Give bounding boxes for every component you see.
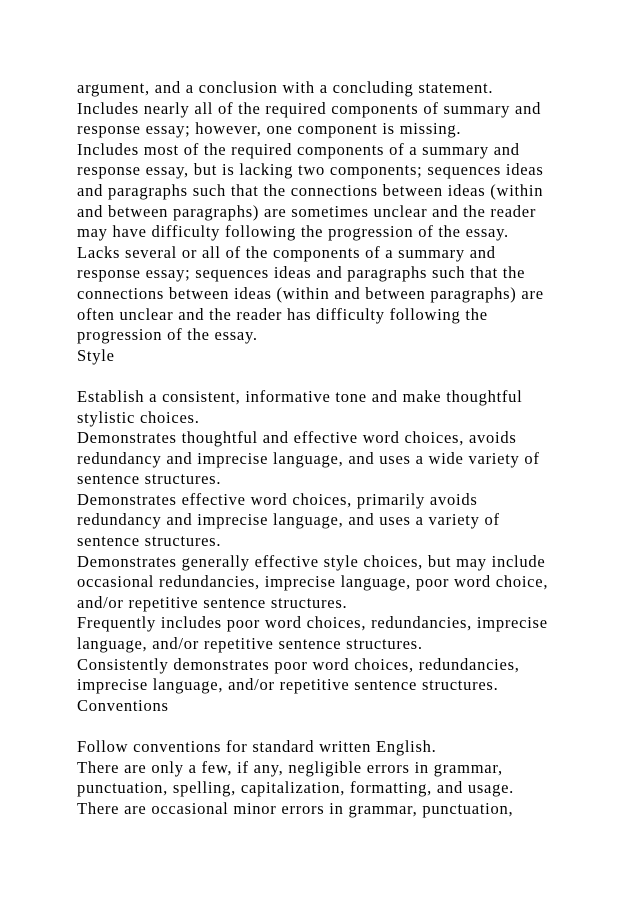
- text-line: Includes most of the required components of a summary and: [77, 139, 520, 159]
- text-line: argument, and a conclusion with a concluding statement.: [77, 78, 494, 97]
- text-line: occasional redundancies, imprecise language, poor word choice,: [77, 572, 549, 592]
- blank-line: [77, 366, 617, 387]
- text-line: Demonstrates thoughtful and effective word choices, avoids: [77, 428, 517, 448]
- text-line: There are only a few, if any, negligible errors in grammar,: [77, 757, 503, 777]
- text-line: redundancy and imprecise language, and uses a wide variety of: [77, 448, 540, 468]
- text-line: often unclear and the reader has difficulty following the: [77, 304, 488, 324]
- text-line: response essay, but is lacking two components; sequences ideas: [77, 160, 544, 180]
- blank-line: [77, 716, 617, 737]
- section-heading-conventions: Conventions: [77, 695, 169, 715]
- text-line: punctuation, spelling, capitalization, formatting, and usage.: [77, 778, 515, 798]
- text-line: There are occasional minor errors in grammar, punctuation,: [77, 798, 514, 818]
- text-line: connections between ideas (within and between paragraphs) are: [77, 283, 544, 303]
- text-line: Demonstrates generally effective style choices, but may include: [77, 551, 546, 571]
- text-line: language, and/or repetitive sentence structures.: [77, 634, 423, 654]
- text-line: sentence structures.: [77, 531, 222, 551]
- text-line: and/or repetitive sentence structures.: [77, 592, 348, 612]
- text-line: response essay; however, one component is missing.: [77, 119, 462, 139]
- text-line: Frequently includes poor word choices, redundancies, imprecise: [77, 613, 548, 633]
- text-line: sentence structures.: [77, 469, 222, 489]
- text-line: Lacks several or all of the components of a summary and: [77, 242, 496, 262]
- text-line: stylistic choices.: [77, 407, 200, 427]
- text-line: Establish a consistent, informative tone and make thoughtful: [77, 386, 523, 406]
- text-line: and paragraphs such that the connections between ideas (within: [77, 180, 544, 200]
- text-line: progression of the essay.: [77, 325, 258, 345]
- text-line: may have difficulty following the progression of the essay.: [77, 222, 509, 242]
- section-heading-style: Style: [77, 345, 115, 365]
- text-line: imprecise language, and/or repetitive sentence structures.: [77, 675, 499, 695]
- text-line: Demonstrates effective word choices, primarily avoids: [77, 489, 478, 509]
- text-line: Follow conventions for standard written English.: [77, 737, 437, 756]
- text-line: and between paragraphs) are sometimes unclear and the reader: [77, 201, 537, 221]
- text-line: Includes nearly all of the required components of summary and: [77, 98, 542, 118]
- text-line: response essay; sequences ideas and paragraphs such that the: [77, 263, 526, 283]
- document-body: [77, 78, 617, 819]
- text-line: redundancy and imprecise language, and uses a variety of: [77, 510, 500, 530]
- text-line: Consistently demonstrates poor word choices, redundancies,: [77, 654, 520, 674]
